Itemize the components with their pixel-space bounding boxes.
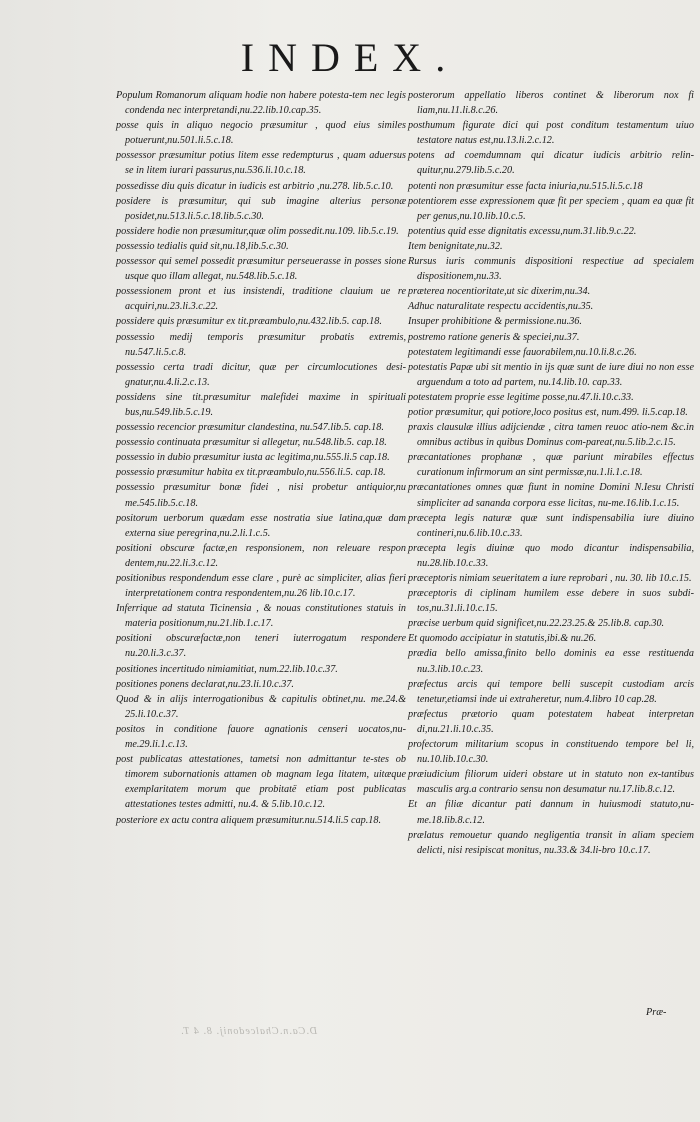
index-entry: potens ad coemdumnam qui dicatur iudicis arbitrio relin-quitur,nu.279.lib.5.c.20.	[408, 150, 694, 177]
index-entry: possidere quis præsumitur ex tit.præambulo,nu.432.lib.5. cap.18.	[116, 316, 382, 328]
index-entry: Item benignitate,nu.32.	[408, 240, 503, 252]
index-entry: posse quis in aliquo negocio præsumitur , quod eius similes potuerunt,nu.501.li.5.c.18.	[116, 120, 406, 147]
index-entry: posidere is præsumitur, qui sub imagine alterius personæ posidet,nu.513.li.5.c.18.lib.5.c.30.	[116, 195, 406, 222]
index-entry: posthumum figurate dici qui post conditum testamentum uiuo testatore natus est,nu.13.li.2.c.12.	[408, 120, 694, 147]
index-entry: Populum Romanorum aliquam hodie non habere potesta-tem nec legis condenda nec interpretandi,nu.22.lib.10.cap.35.	[116, 90, 406, 117]
index-entry: Rursus iuris communis dispositioni respectiue ad specialem dispositionem,nu.33.	[408, 256, 694, 283]
index-entry: profectorum militarium scopus in constituendo tempore bel li, nu.10.lib.10.c.30.	[408, 739, 694, 766]
index-entry: possessio in dubio præsumitur iusta ac legitima,nu.555.li.5 cap.18.	[116, 452, 390, 464]
index-entry: possidere hodie non præsumitur,quæ olim possedit.nu.109. lib.5.c.19.	[116, 225, 399, 237]
index-entry: prælatus remouetur quando negligentia transit in aliam speciem delicti, nisi resipiscat monitus, nu.33.& 34.li-bro 10.c.17.	[408, 829, 694, 856]
index-entry: Et quomodo accipiatur in statutis,ibi.& nu.26.	[408, 633, 597, 645]
index-entry: præfectus arcis qui tempore belli suscepit custodiam arcis tenetur,etiamsi inde ui extraheretur, num.4.libro 10 cap.28.	[408, 678, 694, 705]
index-entry: possessio tedialis quid sit,nu.18,lib.5.c.30.	[116, 240, 289, 252]
catchword: Præ-	[646, 1007, 667, 1018]
index-entry: potestatem proprie esse legitime posse,nu.47.li.10.c.33.	[408, 391, 634, 403]
index-entry: præcise uerbum quid significet,nu.22.23.25.& 25.lib.8. cap.30.	[408, 618, 665, 630]
bleed-through-text: D.Ca.n.Chalcedonij. 8. 4 T.	[180, 1026, 318, 1037]
left-column	[116, 88, 406, 828]
index-entry: Insuper prohibitione & permissione.nu.36.	[408, 316, 582, 328]
index-entry: potestatis Papæ ubi sit mentio in ijs quæ sunt de iure diui no non esse arguendum a toto ad partem, nu.14.lib.10. cap.33.	[408, 361, 694, 388]
index-entry: possessio præsumitur bonæ fidei , nisi probetur antiquior,nu me.545.lib.5.c.18.	[116, 482, 406, 509]
index-entry: positionibus respondendum esse clare , purè ac simpliciter, alias fieri interpretationem contra respondentem,nu.26 lib.10.c.17.	[116, 573, 406, 600]
index-entry: posterorum appellatio liberos continet & liberorum nox fi liam,nu.11.li.8.c.26.	[408, 90, 694, 117]
index-entry: Adhuc naturalitate respectu accidentis,nu.35.	[408, 301, 594, 313]
index-entry: positioni obscuræ factæ,en responsionem, non releuare respon dentem,nu.22.li.3.c.12.	[116, 542, 406, 569]
index-entry: præceptoris nimiam seueritatem a iure reprobari , nu. 30. lib 10.c.15.	[408, 573, 692, 584]
index-entry: potenti non præsumitur esse facta iniuria,nu.515.li.5.c.18	[408, 180, 643, 192]
index-entry: possedisse diu quis dicatur in iudicis est arbitrio ,nu.278. lib.5.c.10.	[116, 180, 394, 192]
index-entry: positos in conditione fauore agnationis censeri uocatos,nu-me.29.li.1.c.13.	[116, 723, 406, 751]
index-entry: possessor qui semel possedit præsumitur perseuerasse in posses sione usque quo illam allegat, nu.548.lib.5.c.18.	[116, 256, 406, 283]
index-entry: possessio medij temporis præsumitur probatis extremis, nu.547.li.5.c.8.	[116, 331, 406, 358]
right-column	[408, 88, 694, 858]
index-entry: possessionem pront et ius insistendi, traditione clauium ue re acquiri,nu.23.li.3.c.22.	[116, 286, 406, 313]
index-entry: præcepta legis diuinæ quo modo dicantur indispensabilia, nu.28.lib.10.c.33.	[408, 542, 694, 569]
index-entry: Inferrique ad statuta Ticinensia , & nouas constitutiones statuis in materia positionum,nu.21.lib.1.c.17.	[116, 603, 406, 630]
index-entry: possessor præsumitur potius litem esse redempturus , quam aduersus se in litem iurari passurus,nu.536.li.10.c.18.	[116, 150, 406, 177]
index-entry: post publicatas attestationes, tametsi non admittantur te-stes ob timorem subornationis attamen ob magnam lega litatem, uitæque exemplaritatem morum que probitatë etiam post publicatas attestationes testes admitti, nu.4. & 5.lib.10.c.12.	[116, 754, 406, 811]
index-entry: præfectus prætorio quam potestatem habeat interpretan di,nu.21.li.10.c.35.	[408, 708, 694, 735]
index-entry: potentius quid esse dignitatis excessu,num.31.lib.9.c.22.	[408, 225, 637, 237]
index-entry: postremo ratione generis & speciei,nu.37.	[408, 331, 580, 343]
index-entry: posteriore ex actu contra aliquem præsumitur.nu.514.li.5 cap.18.	[116, 814, 382, 826]
index-entry: Quod & in alijs interrogationibus & capitulis obtinet,nu. me.24.& 25.li.10.c.37.	[116, 693, 406, 720]
index-entry: positiones incertitudo nimiamitiat, num.22.lib.10.c.37.	[116, 663, 338, 675]
index-entry: præceptoris di ciplinam humilem esse debere in suos subdi-tos,nu.31.li.10.c.15.	[408, 588, 694, 615]
index-entry: possessio præsumitur habita ex tit.præambulo,nu.556.li.5. cap.18.	[116, 467, 386, 479]
index-entry: praxis clausulæ illius adijciendæ , citra tamen reuoc atio-nem &c.in omnibus actibus in quibus Dominus com-pareat,nu.5.lib.2.c.15.	[408, 422, 694, 449]
index-entry: possidens sine tit.præsumitur malefidei maxime in spirituali bus,nu.549.lib.5.c.19.	[116, 391, 406, 418]
index-entry: præterea nocentioritate,ut sic dixerim,nu.34.	[408, 286, 591, 298]
page-title: INDEX.	[240, 35, 460, 80]
index-entry: præcantationes omnes quæ fiunt in nomine Domini N.Iesu Christi simpliciter ad sananda corpora esse licitas, nu-me.16.lib.1.c.15.	[408, 482, 694, 509]
index-entry: potentiorem esse expressionem quæ fit per speciem , quam ea quæ fit per genus,nu.10.lib.10.c.5.	[408, 195, 694, 222]
index-entry: possessio certa tradi dicitur, quæ per circumlocutiones desi-gnatur,nu.4.li.2.c.13.	[116, 361, 406, 388]
index-entry: prædia bello amissa,finito bello dominis ea esse restituenda nu.3.lib.10.c.23.	[408, 648, 694, 675]
index-entry: positioni obscuræfactæ,non teneri iuterrogatum respondere nu.20.li.3.c.37.	[116, 633, 406, 660]
index-entry: Et an filiæ dicantur pati dannum in huiusmodi statuto,nu-me.18.lib.8.c.12.	[408, 799, 694, 826]
index-entry: positiones ponens declarat,nu.23.li.10.c.37.	[116, 678, 294, 690]
index-entry: præcepta legis naturæ quæ sunt indispensabilia iure diuino contineri,nu.6.lib.10.c.33.	[408, 512, 694, 539]
index-entry: positorum uerborum quædam esse nostratia siue latina,quæ dam externa siue peregrina,nu.2.li.1.c.5.	[116, 512, 406, 539]
index-entry: potestatem legitimandi esse fauorabilem,nu.10.li.8.c.26.	[408, 346, 637, 358]
index-entry: possessio recencior præsumitur clandestina, nu.547.lib.5. cap.18.	[116, 422, 384, 434]
index-entry: præcantationes prophanæ , quæ pariunt mirabiles effectus curationum infirmorum an sint permissæ,nu.1.li.1.c.18.	[408, 452, 694, 479]
index-entry: potior præsumitur, qui potiore,loco positus est, num.499. li.5.cap.18.	[408, 406, 688, 418]
index-entry: possessio continuata præsumitur si allegetur, nu.548.lib.5. cap.18.	[116, 437, 387, 449]
index-entry: præiudicium filiorum uideri obstare ut in statuto non ex-tantibus masculis arg.a contrario sensu non desumatur nu.17.lib.8.c.12.	[408, 769, 694, 796]
